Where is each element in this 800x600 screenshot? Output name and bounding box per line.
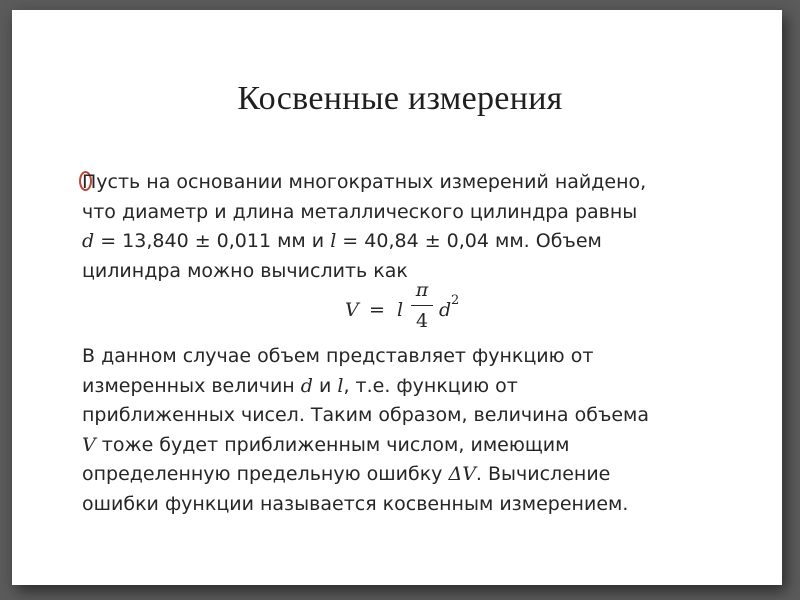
paragraph-2-line-6: ошибки функции называется косвенным измерением.: [82, 492, 629, 515]
paragraph-2-line-5: [82, 460, 722, 490]
paragraph-2-line-4: [82, 431, 722, 461]
paragraph-2-line-2-b: и: [312, 374, 338, 397]
formula-fraction: [411, 277, 433, 333]
formula-length-symbol: l: [397, 299, 404, 321]
formula-denominator: 4: [415, 310, 429, 332]
length-value: = 40,84 ± 0,04 мм. Объем: [336, 230, 602, 252]
formula-exponent: 2: [451, 293, 460, 308]
paragraph-2: [82, 342, 722, 519]
paragraph-2-line-2: [82, 372, 722, 402]
paragraph-2-diameter-symbol: d: [300, 374, 313, 397]
length-symbol: l: [330, 230, 337, 252]
paragraph-2-line-3: приближенных чисел. Таким образом, величина объема: [82, 404, 650, 426]
diameter-value: = 13,840 ± 0,011 мм и: [94, 230, 331, 252]
paragraph-1-line-1: Пусть на основании многократных измерений найдено,: [82, 171, 647, 193]
formula-volume-symbol: V: [345, 299, 359, 321]
formula-fraction-bar: [411, 305, 433, 306]
formula-numerator: π: [415, 279, 429, 301]
paragraph-2-line-5-b: . Вычисление: [475, 463, 611, 485]
diameter-symbol: d: [82, 230, 95, 252]
paragraph-1-line-3: [82, 227, 722, 257]
paragraph-1-line-2: что диаметр и длина металлического цилиндра равны: [82, 200, 638, 223]
paragraph-2-delta-v-symbol: ΔV: [448, 463, 476, 485]
paragraph-2-line-2-c: , т.е. функцию от: [343, 374, 518, 397]
paragraph-1-line-4: цилиндра можно вычислить как: [82, 259, 408, 282]
formula-equals: =: [369, 299, 385, 321]
formula-diameter-symbol: d: [439, 299, 452, 321]
paragraph-2-line-4-a: тоже будет приближенным числом, имеющим: [95, 433, 570, 456]
paragraph-2-line-1: В данном случае объем представляет функцию от: [82, 345, 594, 367]
slide-title: Косвенные измерения: [237, 80, 563, 117]
paragraph-2-line-2-a: измеренных величин: [82, 374, 301, 397]
paragraph-1: [82, 168, 722, 286]
paragraph-2-line-5-a: определенную предельную ошибку: [82, 463, 449, 485]
paragraph-2-volume-symbol: V: [82, 433, 96, 456]
paragraph-2-length-symbol: l: [337, 374, 344, 397]
